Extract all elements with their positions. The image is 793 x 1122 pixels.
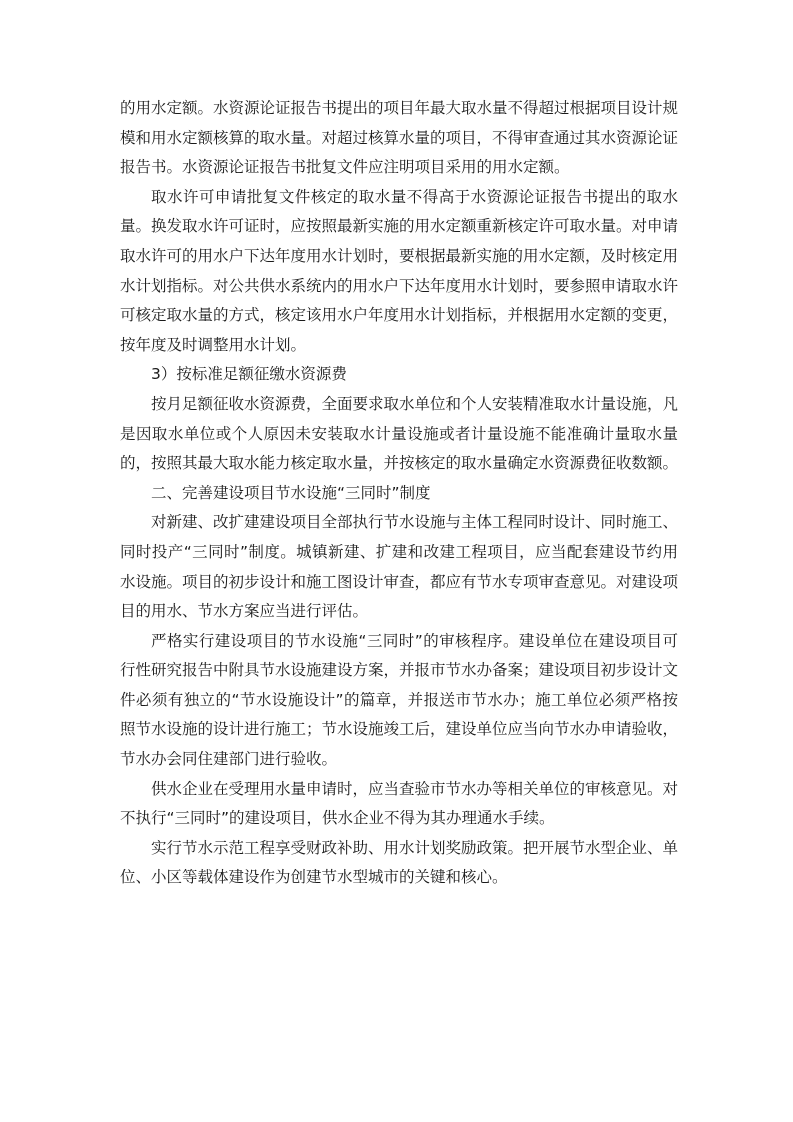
paragraph-demonstration-projects: 实行节水示范工程享受财政补助、用水计划奖励政策。把开展节水型企业、单位、小区等载体建设作为创建节水型城市的关键和核心。 <box>120 838 679 887</box>
paragraph-water-supply: 供水企业在受理用水量申请时，应当查验市节水办等相关单位的审核意见。对不执行“三同时”的建设项目，供水企业不得为其办理通水手续。 <box>120 779 679 828</box>
paragraph-new-construction: 对新建、改扩建建设项目全部执行节水设施与主体工程同时设计、同时施工、同时投产“三同时”制度。城镇新建、扩建和改建工程项目，应当配套建设节约用水设施。项目的初步设计和施工图设计审查，都应有节水专项审查意见。对建设项目的用水、节水方案应当进行评估。 <box>120 513 679 621</box>
section-heading-resource-fee: 3）按标准足额征缴水资源费 <box>151 365 347 384</box>
paragraph-water-quota: 的用水定额。水资源论证报告书提出的项目年最大取水量不得超过根据项目设计规模和用水定额核算的取水量。对超过核算水量的项目，不得审查通过其水资源论证报告书。水资源论证报告书批复文件应注明项目采用的用水定额。 <box>120 99 679 177</box>
document-body <box>120 94 678 893</box>
paragraph-resource-fee: 按月足额征收水资源费，全面要求取水单位和个人安装精准取水计量设施，凡是因取水单位或个人原因未安装取水计量设施或者计量设施不能准确计量取水量的，按照其最大取水能力核定取水量，并按核定的取水量确定水资源费征收数额。 <box>120 394 679 473</box>
paragraph-permit-approval: 取水许可申请批复文件核定的取水量不得高于水资源论证报告书提出的取水量。换发取水许可证时，应按照最新实施的用水定额重新核定许可取水量。对申请取水许可的用水户下达年度用水计划时，要根据最新实施的用水定额，及时核定用水计划指标。对公共供水系统内的用水户下达年度用水计划时，要参照申请取水许可核定取水量的方式，核定该用水户年度用水计划指标，并根据用水定额的变更，按年度及时调整用水计划。 <box>120 187 679 354</box>
section-heading-three-simultaneous: 二、完善建设项目节水设施“三同时”制度 <box>151 483 431 502</box>
paragraph-review-procedure: 严格实行建设项目的节水设施“三同时”的审核程序。建设单位在建设项目可行性研究报告中附具节水设施建设方案，并报市节水办备案；建设项目初步设计文件必须有独立的“节水设施设计”的篇章，并报送市节水办；施工单位必须严格按照节水设施的设计进行施工；节水设施竣工后，建设单位应当向节水办申请验收，节水办会同住建部门进行验收。 <box>120 631 679 769</box>
